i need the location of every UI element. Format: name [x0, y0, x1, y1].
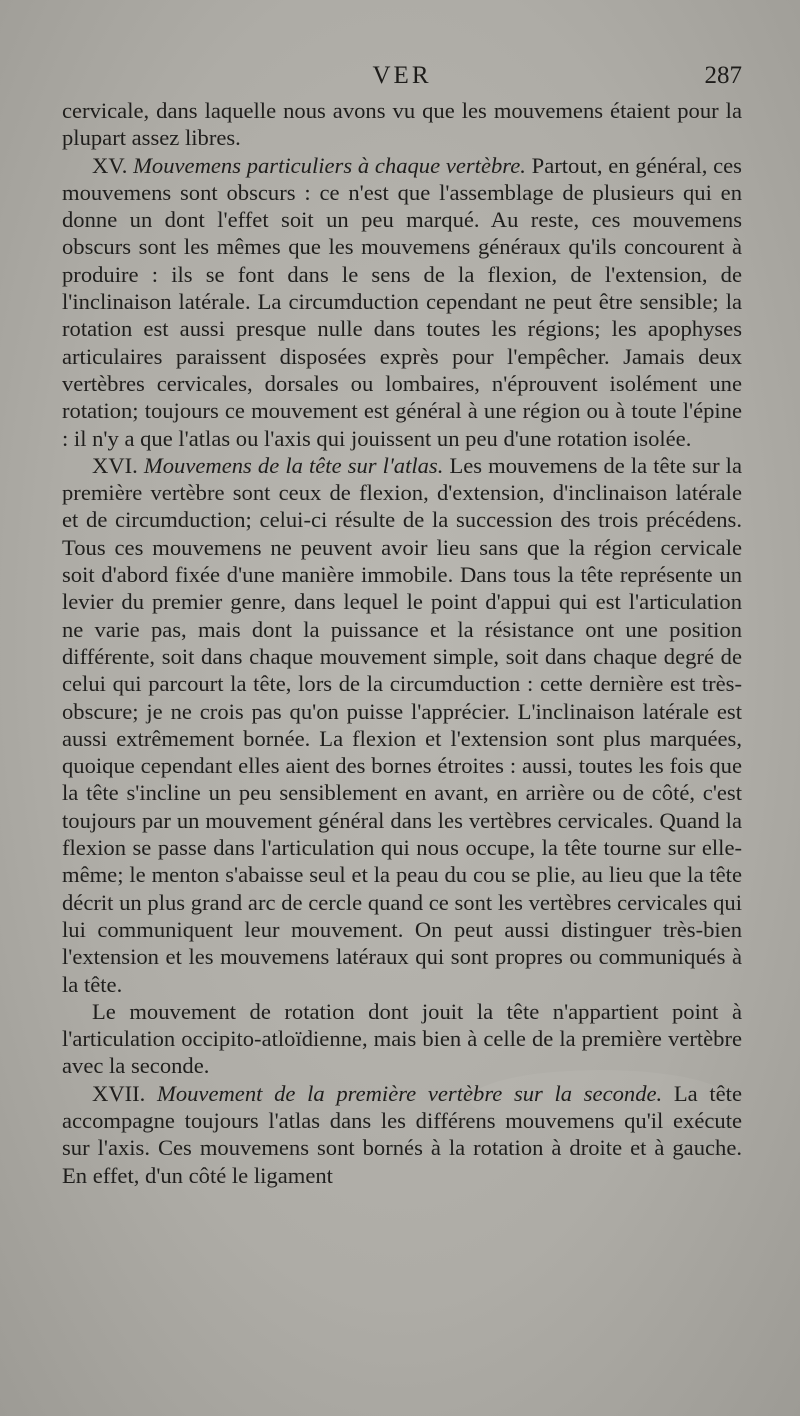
section-xvi	[62, 452, 742, 998]
page-header	[62, 62, 742, 96]
section-xv	[62, 152, 742, 452]
section-title: Mouvemens de la tête sur l'atlas.	[143, 452, 444, 478]
section-number: XVI.	[92, 452, 138, 478]
section-title: Mouvemens particuliers à chaque vertèbre.	[133, 152, 526, 178]
paragraph-continuation	[62, 97, 742, 152]
section-title: Mouvement de la première vertèbre sur la seconde.	[157, 1080, 663, 1106]
paragraph-rotation	[62, 998, 742, 1080]
running-head: VER	[372, 62, 432, 89]
paragraph-text: Les mouvemens de la tête sur la première vertèbre sont ceux de flexion, d'extension, d'inclinaison latérale et de circumduction; celui-ci résulte de la succession des trois précédens. Tous ces mouvemens ne peuvent avoir lieu sans que la région cervicale soit d'abord fixée d'une manière immobile. Dans tous la tête représente un levier du premier genre, dans lequel le point d'appui qui est l'articulation ne varie pas, mais dont la puissance et la résistance ont une position différente, soit dans chaque mouvement simple, soit dans chaque degré de celui qui parcourt la tête, lors de la circumduction : cette dernière est très-obscure; je ne crois pas qu'on puisse l'apprécier. L'inclinaison latérale est aussi extrêmement bornée. La flexion et l'extension sont plus marquées, quoique cependant elles aient des bornes étroites : aussi, toutes les fois que la tête s'incline un peu sensiblement en avant, en arrière ou de côté, c'est toujours par un mouvement général dans les vertèbres cervicales. Quand la flexion se passe dans l'articulation qui nous occupe, la tête tourne sur elle-même; le menton s'abaisse seul et la peau du cou se plie, au lieu que la tête décrit un plus grand arc de cercle quand ce sont les vertèbres cervicales qui lui communiquent leur mouvement. On peut aussi distinguer très-bien l'extension et les mouvemens latéraux qui sont propres ou communiqués à la tête.	[62, 452, 742, 997]
paragraph-text: Le mouvement de rotation dont jouit la tête n'appartient point à l'articulation occipito-atloïdienne, mais bien à celle de la première vertèbre avec la seconde.	[62, 998, 742, 1079]
page-number: 287	[704, 62, 742, 89]
section-xvii	[62, 1080, 742, 1189]
paragraph-text: Partout, en général, ces mouvemens sont obscurs : ce n'est que l'assemblage de plusieurs qui en donne un dont l'effet soit un peu marqué. Au reste, ces mouvemens obscurs sont les mêmes que les mouvemens généraux qu'ils concourent à produire : ils se font dans le sens de la flexion, de l'extension, de l'inclinaison latérale. La circumduction cependant ne peut être sensible; la rotation est aussi presque nulle dans toutes les régions; les apophyses articulaires paraissent disposées exprès pour l'empêcher. Jamais deux vertèbres cervicales, dorsales ou lombaires, n'éprouvent isolément une rotation; toujours ce mouvement est général à une région ou à toute l'épine : il n'y a que l'atlas ou l'axis qui jouissent un peu d'une rotation isolée.	[62, 152, 742, 451]
paragraph-text: cervicale, dans laquelle nous avons vu que les mouvemens étaient pour la plupart assez libres.	[62, 98, 742, 151]
body-text	[62, 97, 742, 1189]
section-number: XV.	[92, 152, 128, 178]
section-number: XVII.	[92, 1080, 146, 1106]
paragraph-text: La tête accompagne toujours l'atlas dans les différens mouvemens qu'il exécute sur l'axis. Ces mouvemens sont bornés à la rotation à droite et à gauche. En effet, d'un côté le ligament	[62, 1080, 742, 1188]
